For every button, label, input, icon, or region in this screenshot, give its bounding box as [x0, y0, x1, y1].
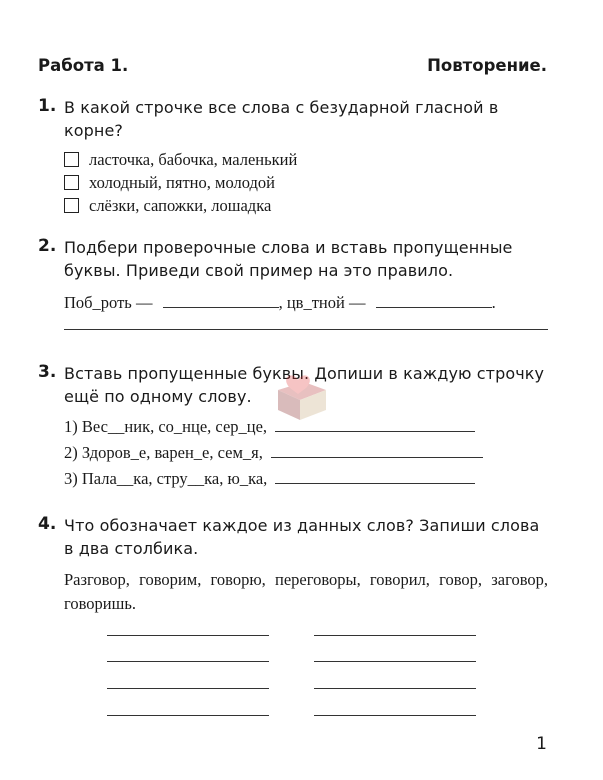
task-2 — [38, 236, 548, 330]
task-number: 4. — [38, 514, 57, 534]
answer-area — [64, 414, 548, 492]
option-label: холодный, пятно, молодой — [89, 172, 275, 192]
option-2 — [64, 171, 548, 194]
answer-line[interactable] — [275, 469, 475, 484]
word-list: Разговор, говорим, говорю, переговоры, говорил, говор, заговор, говоришь. — [64, 570, 548, 613]
column-1-line[interactable] — [107, 634, 269, 636]
answer-area — [64, 290, 548, 330]
page-header — [38, 56, 547, 80]
row-text: 3) Пала__ка, стру__ка, ю_ка, — [64, 469, 268, 488]
task-question: Вставь пропущенные буквы. Допиши в каждую строчку ещё по одному слову. — [64, 364, 545, 406]
column-1-line[interactable] — [107, 714, 269, 716]
section-title: Повторение. — [427, 56, 547, 75]
work-title: Работа 1. — [38, 56, 129, 75]
fill-row — [64, 466, 548, 492]
option-label: ласточка, бабочка, маленький — [89, 149, 298, 169]
task-4 — [38, 514, 548, 616]
checkbox[interactable] — [64, 152, 79, 167]
fill-row — [64, 290, 548, 316]
task-number: 1. — [38, 96, 57, 116]
option-3 — [64, 194, 548, 217]
row-text: 1) Вес__ник, со_нце, сер_це, — [64, 417, 268, 436]
column-2-line[interactable] — [314, 714, 476, 716]
row-end: . — [491, 293, 496, 312]
word-1: Поб_роть — — [64, 293, 153, 312]
column-1-line[interactable] — [107, 660, 269, 662]
column-2-line[interactable] — [314, 687, 476, 689]
answer-line[interactable] — [64, 328, 548, 330]
task-number: 2. — [38, 236, 57, 256]
task-1 — [38, 96, 548, 217]
word-2: , цв_тной — — [278, 293, 366, 312]
answer-line[interactable] — [163, 293, 279, 308]
column-1-line[interactable] — [107, 687, 269, 689]
row-text: 2) Здоров_е, варен_е, сем_я, — [64, 443, 263, 462]
page-number: 1 — [536, 734, 547, 754]
answer-options — [64, 148, 548, 217]
column-2-line[interactable] — [314, 660, 476, 662]
checkbox[interactable] — [64, 198, 79, 213]
task-question: Что обозначает каждое из данных слов? Запиши слова в два столбика. — [64, 516, 540, 558]
book-heart-watermark-icon — [270, 372, 332, 424]
option-1 — [64, 148, 548, 171]
task-question: Подбери проверочные слова и вставь пропущенные буквы. Приведи свой пример на это правило. — [64, 238, 513, 280]
column-2-line[interactable] — [314, 634, 476, 636]
checkbox[interactable] — [64, 175, 79, 190]
answer-line[interactable] — [271, 443, 483, 458]
task-number: 3. — [38, 362, 57, 382]
answer-line[interactable] — [376, 293, 492, 308]
option-label: слёзки, сапожки, лошадка — [89, 195, 272, 215]
fill-row — [64, 440, 548, 466]
task-question: В какой строчке все слова с безударной гласной в корне? — [64, 98, 499, 140]
